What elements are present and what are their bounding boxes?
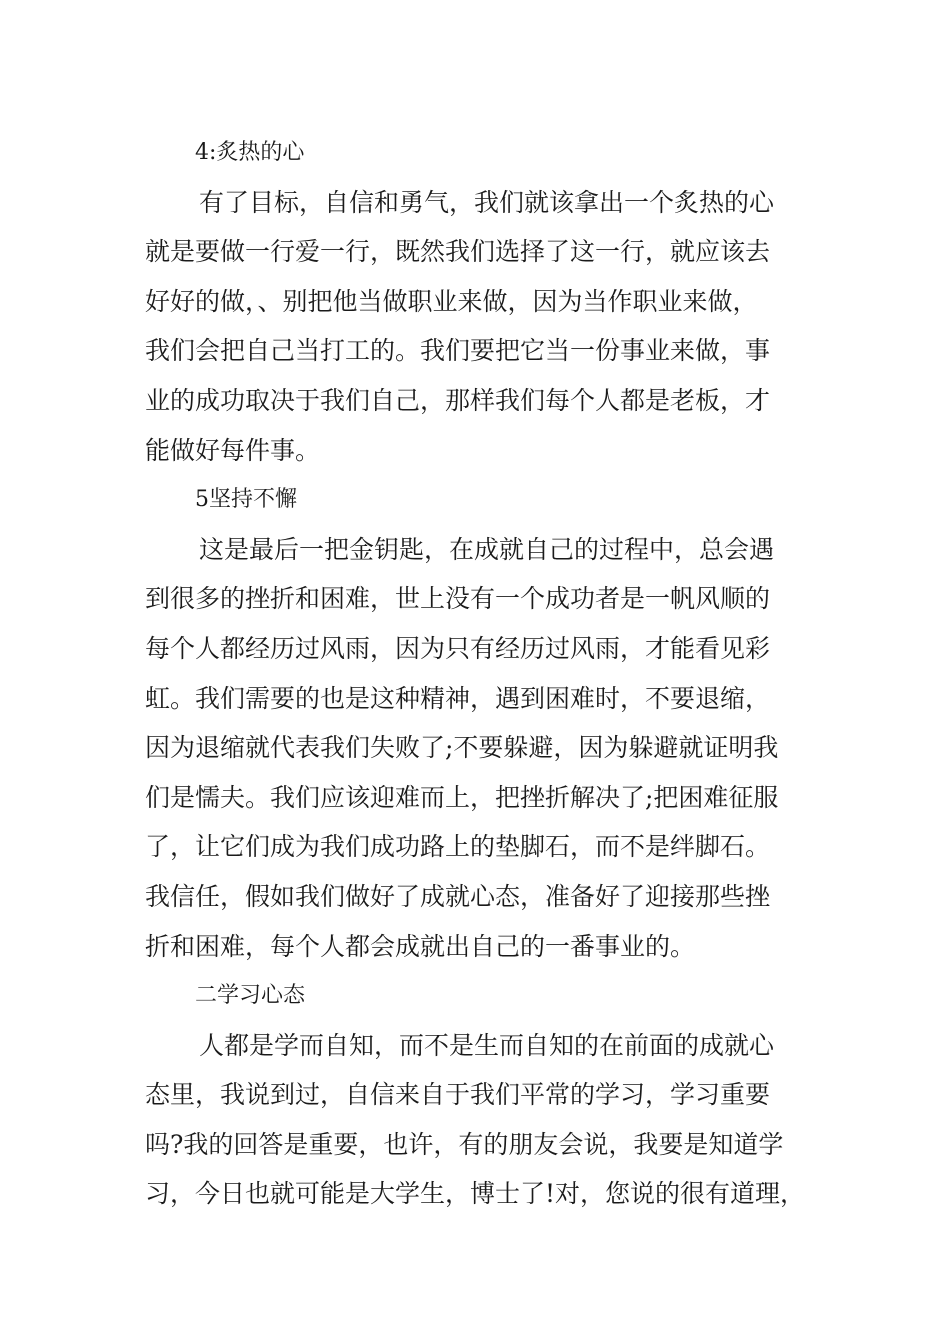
- section-heading-learning: 二学习心态: [195, 983, 306, 1009]
- paragraph-line: 态里，我说到过，自信来自于我们平常的学习，学习重要: [145, 1080, 771, 1110]
- paragraph-line: 我们会把自己当打工的。我们要把它当一份事业来做，事: [145, 336, 771, 366]
- paragraph-line: 好好的做，、别把他当做职业来做，因为当作职业来做，: [145, 286, 758, 316]
- paragraph-line: 习，今日也就可能是大学生，博士了!对，您说的很有道理，: [145, 1179, 806, 1209]
- paragraph-line: 虹。我们需要的也是这种精神，遇到困难时，不要退缩，: [145, 683, 771, 713]
- paragraph-line: 有了目标，自信和勇气，我们就该拿出一个炙热的心: [199, 187, 775, 217]
- paragraph-line: 了，让它们成为我们成功路上的垫脚石，而不是绊脚石。: [145, 832, 771, 862]
- paragraph-line: 吗?我的回答是重要，也许，有的朋友会说，我要是知道学: [145, 1129, 784, 1159]
- paragraph-line: 们是懦夫。我们应该迎难而上，把挫折解决了;把困难征服: [145, 782, 779, 812]
- paragraph-line: 就是要做一行爱一行，既然我们选择了这一行，就应该去: [145, 237, 771, 267]
- paragraph-line: 每个人都经历过风雨，因为只有经历过风雨，才能看见彩: [145, 633, 771, 663]
- section-heading-5: 5坚持不懈: [195, 487, 297, 513]
- paragraph-line: 折和困难，每个人都会成就出自己的一番事业的。: [145, 931, 696, 961]
- paragraph-line: 到很多的挫折和困难，世上没有一个成功者是一帆风顺的: [145, 584, 771, 614]
- paragraph-line: 我信任，假如我们做好了成就心态，准备好了迎接那些挫: [145, 881, 771, 911]
- paragraph-line: 因为退缩就代表我们失败了;不要躲避，因为躲避就证明我: [145, 733, 779, 763]
- paragraph-line: 业的成功取决于我们自己，那样我们每个人都是老板，才: [145, 385, 771, 415]
- paragraph-line: 这是最后一把金钥匙，在成就自己的过程中，总会遇: [199, 534, 775, 564]
- paragraph-line: 人都是学而自知，而不是生而自知的在前面的成就心: [199, 1030, 775, 1060]
- paragraph-line: 能做好每件事。: [145, 435, 321, 465]
- document-body: [145, 128, 835, 1219]
- section-heading-4: 4:炙热的心: [195, 140, 305, 165]
